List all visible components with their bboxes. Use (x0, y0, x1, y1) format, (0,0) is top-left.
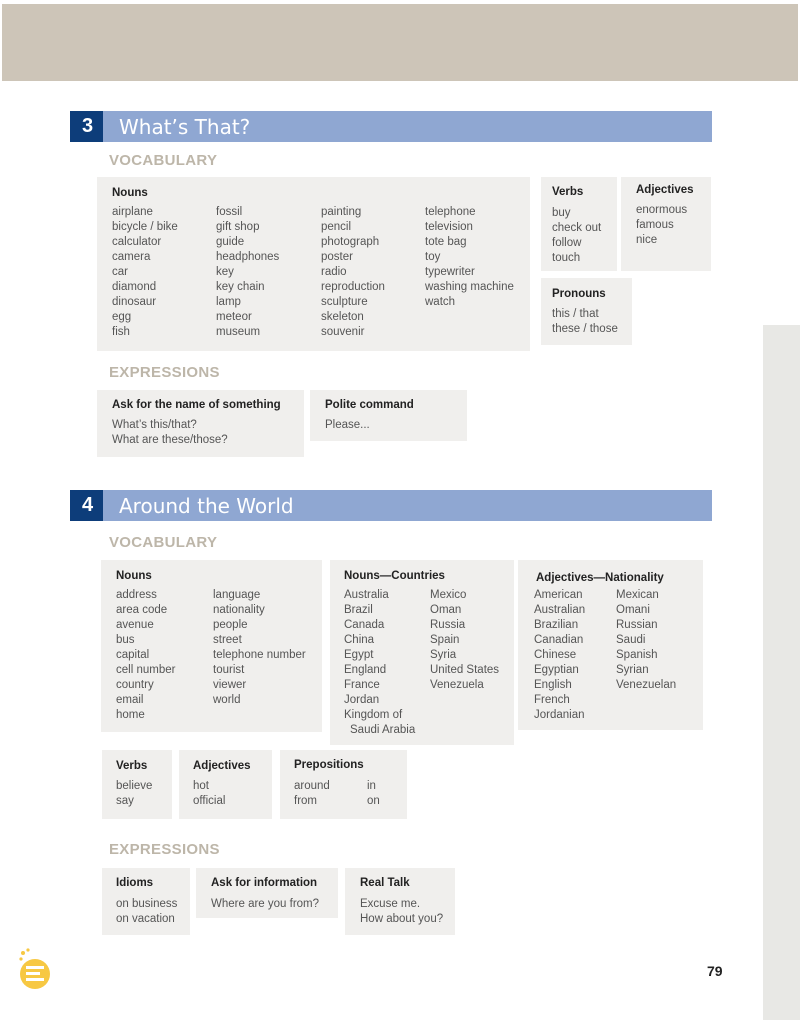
list-item: this / that (552, 308, 599, 320)
list-item: lamp (216, 296, 241, 308)
list-item: believe (116, 780, 153, 792)
list-item: Please... (325, 419, 370, 431)
list-item: Chinese (534, 649, 577, 661)
unit-3-vocabulary-label: VOCABULARY (109, 152, 218, 169)
list-item: camera (112, 251, 151, 263)
unit-4-nouns-title: Nouns (116, 570, 152, 582)
unit-4-adjectives-title: Adjectives (193, 760, 251, 772)
unit-3-polite-command-box (310, 390, 467, 441)
list-item: souvenir (321, 326, 365, 338)
list-item: Kingdom of (344, 709, 403, 721)
list-item: museum (216, 326, 261, 338)
list-item: say (116, 795, 134, 807)
list-item: check out (552, 222, 602, 234)
list-item: meteor (216, 311, 252, 323)
list-item: English (534, 679, 572, 691)
list-item: Egyptian (534, 664, 579, 676)
list-item: Russian (616, 619, 658, 631)
list-item: nationality (213, 604, 265, 616)
list-item: Australian (534, 604, 586, 616)
list-item: cell number (116, 664, 176, 676)
list-item: Australia (344, 589, 389, 601)
list-item: French (534, 694, 570, 706)
list-item: home (116, 709, 145, 721)
unit-3-ask-name-box (97, 390, 304, 457)
unit-3-adjectives-box (621, 177, 711, 271)
list-item: viewer (213, 679, 247, 691)
list-item: Venezuela (430, 679, 484, 691)
list-item: How about you? (360, 913, 444, 925)
list-item: France (344, 679, 380, 691)
list-item: famous (636, 219, 674, 231)
list-item: address (116, 589, 157, 601)
list-item: enormous (636, 204, 688, 216)
list-item: Excuse me. (360, 898, 421, 910)
list-item: dinosaur (112, 296, 157, 308)
list-item: Oman (430, 604, 462, 616)
list-item: Canadian (534, 634, 584, 646)
list-item: people (213, 619, 248, 631)
list-item: Canada (344, 619, 385, 631)
unit-3-nouns-col-2 (216, 205, 279, 340)
list-item: email (116, 694, 144, 706)
list-item: capital (116, 649, 150, 661)
unit-3-polite-command-list (325, 418, 370, 433)
publisher-logo-icon (17, 946, 53, 992)
list-item: these / those (552, 323, 618, 335)
list-item: Syrian (616, 664, 649, 676)
list-item: key (216, 266, 234, 278)
unit-4-nationality-col-2 (616, 588, 676, 693)
unit-4-number: 4 (70, 490, 105, 521)
list-item: fish (112, 326, 130, 338)
unit-4-verbs-box (102, 750, 172, 819)
unit-4-verbs-title: Verbs (116, 760, 148, 772)
unit-4-countries-title: Nouns—Countries (344, 570, 445, 582)
unit-4-ask-info-title: Ask for information (211, 877, 318, 889)
list-item: What are these/those? (112, 434, 228, 446)
unit-3-adjectives-list (636, 203, 687, 248)
unit-3-verbs-title: Verbs (552, 186, 584, 198)
unit-4-title: Around the World (103, 490, 712, 521)
unit-4-real-talk-title: Real Talk (360, 877, 410, 889)
unit-4-expressions-label: EXPRESSIONS (109, 841, 220, 858)
list-item: Where are you from? (211, 898, 320, 910)
list-item: in (367, 780, 376, 792)
list-item: toy (425, 251, 441, 263)
list-item: official (193, 795, 226, 807)
list-item: tourist (213, 664, 245, 676)
list-item: airplane (112, 206, 153, 218)
list-item: hot (193, 780, 209, 792)
unit-4-vocabulary-label: VOCABULARY (109, 534, 218, 551)
list-item: car (112, 266, 128, 278)
list-item: Jordan (344, 694, 380, 706)
unit-4-nouns-box (101, 560, 322, 732)
list-item: sculpture (321, 296, 368, 308)
unit-3-nouns-col-3 (321, 205, 385, 340)
list-item: guide (216, 236, 245, 248)
unit-4-prepositions-title: Prepositions (294, 759, 364, 771)
unit-3-adjectives-title: Adjectives (636, 184, 694, 196)
list-item: watch (425, 296, 456, 308)
list-item: area code (116, 604, 168, 616)
list-item: gift shop (216, 221, 260, 233)
list-item: Spain (430, 634, 460, 646)
list-item: headphones (216, 251, 280, 263)
unit-4-idioms-title: Idioms (116, 877, 154, 889)
list-item: street (213, 634, 242, 646)
unit-4-ask-info-box (196, 868, 338, 918)
list-item: telephone (425, 206, 476, 218)
list-item: on business (116, 898, 178, 910)
list-item: key chain (216, 281, 265, 293)
unit-3-polite-command-title: Polite command (325, 399, 414, 411)
unit-3-nouns-col-1 (112, 205, 178, 340)
list-item: on (367, 795, 380, 807)
unit-3-number: 3 (70, 111, 105, 142)
unit-3-pronouns-title: Pronouns (552, 288, 606, 300)
list-item: fossil (216, 206, 243, 218)
list-item: bicycle / bike (112, 221, 178, 233)
unit-4-verbs-list (116, 779, 152, 809)
list-item: avenue (116, 619, 154, 631)
unit-4-nouns-col-1 (116, 588, 175, 723)
list-item: photograph (321, 236, 380, 248)
unit-3-ask-name-list (112, 418, 228, 448)
unit-4-prepositions-box (280, 750, 407, 819)
unit-4-adjectives-box (179, 750, 272, 819)
header-band (2, 4, 798, 81)
list-item: typewriter (425, 266, 475, 278)
list-item: from (294, 795, 317, 807)
list-item: Mexican (616, 589, 659, 601)
list-item: Brazilian (534, 619, 579, 631)
side-strip (763, 325, 800, 1020)
unit-4-countries-col-2 (430, 588, 499, 693)
list-item: touch (552, 252, 581, 264)
unit-4-countries-col-1 (344, 588, 415, 738)
list-item: American (534, 589, 583, 601)
unit-3-title: What’s That? (103, 111, 712, 142)
unit-4-idioms-box (102, 868, 190, 935)
list-item: washing machine (425, 281, 514, 293)
list-item: bus (116, 634, 135, 646)
unit-4-prepositions-col-1 (294, 779, 330, 809)
list-item: Russia (430, 619, 466, 631)
list-item: Jordanian (534, 709, 585, 721)
list-item: United States (430, 664, 500, 676)
list-item: Mexico (430, 589, 467, 601)
list-item: reproduction (321, 281, 385, 293)
list-item: follow (552, 237, 582, 249)
list-item: diamond (112, 281, 157, 293)
unit-4-idioms-list (116, 897, 177, 927)
page-number: 79 (707, 963, 723, 979)
unit-3-nouns-box (97, 177, 530, 351)
list-item: language (213, 589, 261, 601)
list-item: Brazil (344, 604, 373, 616)
list-item: telephone number (213, 649, 306, 661)
unit-3-verbs-box (541, 177, 617, 271)
list-item: pencil (321, 221, 352, 233)
list-item: poster (321, 251, 353, 263)
unit-3-pronouns-list (552, 307, 618, 337)
list-item: Saudi (616, 634, 646, 646)
list-item: around (294, 780, 330, 792)
list-item: world (213, 694, 241, 706)
unit-3-pronouns-box (541, 278, 632, 345)
unit-3-nouns-title: Nouns (112, 187, 148, 199)
list-item: What’s this/that? (112, 419, 197, 431)
list-item: buy (552, 207, 571, 219)
list-item: television (425, 221, 473, 233)
list-item: tote bag (425, 236, 467, 248)
list-item: England (344, 664, 387, 676)
unit-4-ask-info-list (211, 897, 319, 912)
list-item: Egypt (344, 649, 374, 661)
list-item: nice (636, 234, 658, 246)
unit-3-verbs-list (552, 206, 601, 266)
list-item: Syria (430, 649, 457, 661)
list-item: country (116, 679, 154, 691)
list-item: painting (321, 206, 362, 218)
unit-4-nationality-title: Adjectives—Nationality (536, 572, 664, 584)
unit-4-nationality-box (518, 560, 703, 730)
list-item: Spanish (616, 649, 658, 661)
unit-4-adjectives-list (193, 779, 225, 809)
list-item: China (344, 634, 375, 646)
unit-4-nouns-col-2 (213, 588, 306, 708)
list-item: skeleton (321, 311, 364, 323)
list-item: on vacation (116, 913, 175, 925)
unit-3-ask-name-title: Ask for the name of something (112, 399, 281, 411)
unit-4-prepositions-col-2 (367, 779, 380, 809)
list-item: Saudi Arabia (350, 724, 416, 736)
unit-4-nationality-col-1 (534, 588, 585, 723)
list-item: calculator (112, 236, 162, 248)
list-item: Venezuelan (616, 679, 677, 691)
unit-4-real-talk-list (360, 897, 443, 927)
list-item: radio (321, 266, 347, 278)
list-item: Omani (616, 604, 650, 616)
unit-3-nouns-col-4 (425, 205, 514, 310)
unit-4-real-talk-box (345, 868, 455, 935)
unit-3-expressions-label: EXPRESSIONS (109, 364, 220, 381)
list-item: egg (112, 311, 132, 323)
unit-4-countries-box (330, 560, 514, 745)
